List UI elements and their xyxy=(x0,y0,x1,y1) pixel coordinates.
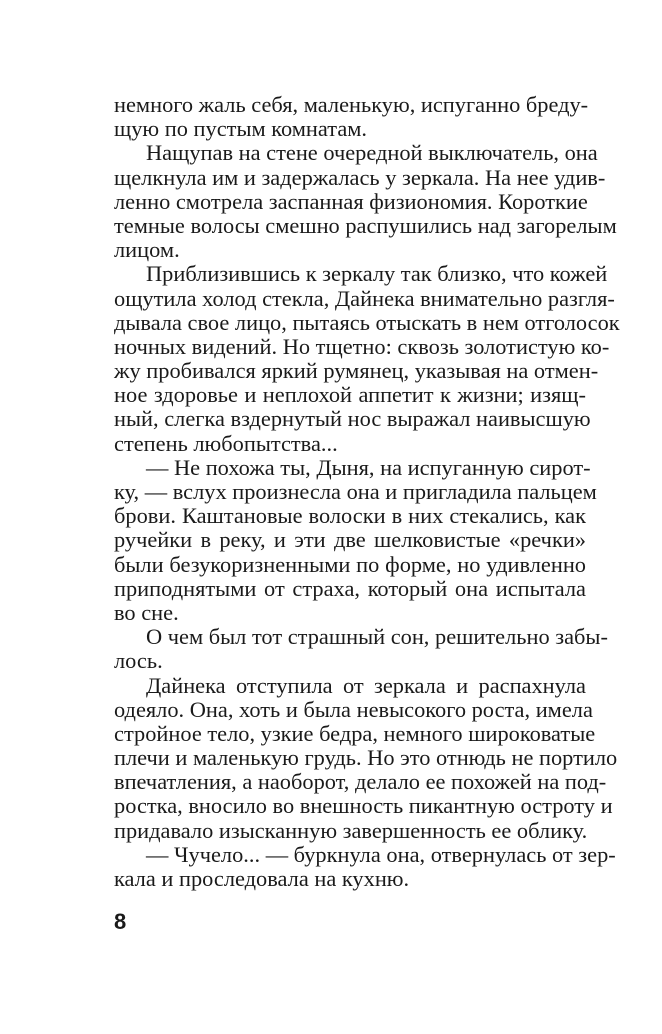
text-line: — Чучело... — буркнула она, отвернулась от зер- xyxy=(146,841,616,867)
text-line: плечи и маленькую грудь. Но это отнюдь не портило xyxy=(114,745,618,771)
text-line: жу пробивался яркий румянец, указывая на отмен- xyxy=(114,358,599,384)
text-line: во сне. xyxy=(114,599,179,625)
page-number: 8 xyxy=(114,909,127,934)
text-line: немного жаль себя, маленькую, испуганно бреду- xyxy=(114,92,589,117)
text-line: темные волосы смешно распушились над загорелым xyxy=(114,212,617,238)
text-line: одеяло. Она, хоть и была невысокого роста, имела xyxy=(114,696,593,722)
text-line: лицом. xyxy=(114,237,180,263)
body-text xyxy=(114,92,620,891)
text-line: Дайнека отступила от зеркала и распахнула xyxy=(146,672,586,698)
text-line: ку, — вслух произнесла она и пригладила пальцем xyxy=(114,479,597,504)
text-line: щелкнула им и задержалась у зеркала. На нее удив- xyxy=(114,164,606,190)
text-line: брови. Каштановые волоски в них стекались, как xyxy=(114,503,586,529)
text-line: приподнятыми от страха, который она испытала xyxy=(114,575,586,601)
text-line: кала и проследовала на кухню. xyxy=(114,866,410,891)
text-line: ночных видений. Но тщетно: сквозь золотистую ко- xyxy=(114,333,610,359)
text-line: степень любопытства... xyxy=(114,430,338,456)
text-line: придавало изысканную завершенность ее облику. xyxy=(114,817,588,843)
text-line: дывала свое лицо, пытаясь отыскать в нем отголосок xyxy=(114,309,620,335)
text-line: были безукоризненными по форме, но удивленно xyxy=(114,551,586,577)
text-line: ленно смотрела заспанная физиономия. Короткие xyxy=(114,188,588,214)
text-line: Приблизившись к зеркалу так близко, что кожей xyxy=(146,261,608,287)
text-line: О чем был тот страшный сон, решительно забы- xyxy=(146,624,608,650)
text-line: — Не похожа ты, Дыня, на испуганную сирот- xyxy=(146,454,591,480)
text-line: ростка, вносило во внешность пикантную остроту и xyxy=(114,793,613,819)
text-line: стройное тело, узкие бедра, немного широковатые xyxy=(114,720,596,746)
text-line: ручейки в реку, и эти две шелковистые «речки» xyxy=(114,527,586,553)
text-line: щую по пустым комнатам. xyxy=(114,116,368,142)
text-line: лось. xyxy=(114,648,163,674)
text-line: Нащупав на стене очередной выключатель, она xyxy=(146,140,598,166)
text-line: ное здоровье и неплохой аппетит к жизни; изящ- xyxy=(114,382,586,408)
text-line: ощутила холод стекла, Дайнека внимательно разгля- xyxy=(114,285,615,311)
text-line: впечатления, а наоборот, делало ее похожей на под- xyxy=(114,769,607,795)
text-line: ный, слегка вздернутый нос выражал наивысшую xyxy=(114,406,591,432)
